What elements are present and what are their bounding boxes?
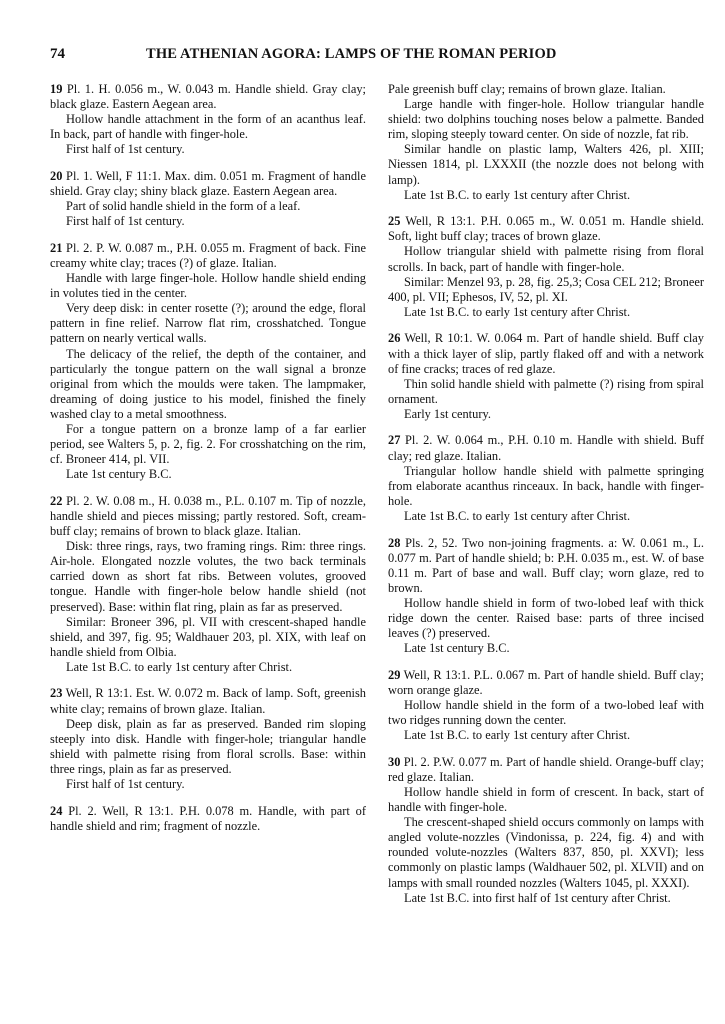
catalog-entry bbox=[50, 82, 366, 157]
entry-paragraph bbox=[388, 641, 704, 656]
entry-paragraph bbox=[388, 331, 704, 376]
entry-text: Large handle with finger-hole. Hollow triangular handle shield: two dolphins touching noses below a palmette. Banded rim, sloping steeply toward center. On side of nozzle, fat rib. bbox=[388, 97, 704, 142]
entry-text: Handle with large finger-hole. Hollow handle shield ending in volutes tied in the center. bbox=[50, 271, 366, 301]
entry-paragraph bbox=[388, 785, 704, 815]
entry-paragraph bbox=[388, 536, 704, 596]
entry-text: Late 1st B.C. into first half of 1st century after Christ. bbox=[404, 890, 671, 905]
entry-paragraph bbox=[50, 112, 366, 142]
entry-paragraph bbox=[50, 241, 366, 271]
page-number: 74 bbox=[50, 46, 65, 62]
entry-text: Hollow triangular shield with palmette rising from floral scrolls. In back, part of handle with finger-hole. bbox=[388, 244, 704, 274]
entry-text: Pl. 2. W. 0.08 m., H. 0.038 m., P.L. 0.107 m. Tip of nozzle, handle shield and pieces missing; partly restored. Soft, cream-buff clay; remains of brown to black glaze. Italian. bbox=[50, 493, 366, 539]
entry-paragraph bbox=[388, 82, 704, 97]
entry-paragraph bbox=[50, 467, 366, 482]
entry-number: 20 bbox=[50, 168, 63, 183]
entry-paragraph bbox=[388, 433, 704, 463]
catalog-entry bbox=[388, 214, 704, 320]
entry-paragraph bbox=[50, 777, 366, 792]
entry-text: Well, R 13:1. P.L. 0.067 m. Part of handle shield. Buff clay; worn orange glaze. bbox=[388, 667, 704, 697]
entry-paragraph bbox=[388, 728, 704, 743]
entry-text: Hollow handle attachment in the form of an acanthus leaf. In back, part of handle with finger-hole. bbox=[50, 112, 366, 142]
catalog-entry bbox=[388, 536, 704, 657]
catalog-entry bbox=[50, 494, 366, 675]
entry-text: Late 1st B.C. to early 1st century after Christ. bbox=[404, 728, 631, 743]
entry-paragraph bbox=[388, 815, 704, 890]
catalog-entry bbox=[388, 82, 704, 203]
catalog-entry bbox=[50, 241, 366, 483]
entry-text: Disk: three rings, rays, two framing rings. Rim: three rings. Air-hole. Elongated nozzle volutes, the two back terminals carried down as short fat ribs. Between volutes, grooved tongue. Handle with finger-hole below handle shield (not preserved). Base: within flat ring, plain as far as preserved. bbox=[50, 539, 366, 614]
entry-text: Well, R 10:1. W. 0.064 m. Part of handle shield. Buff clay with a thick layer of slip, partly flaked off and with a network of fine cracks; traces of red glaze. bbox=[388, 331, 705, 376]
entry-text: Early 1st century. bbox=[404, 406, 491, 421]
entry-paragraph bbox=[388, 668, 704, 698]
entry-number: 29 bbox=[388, 667, 401, 682]
entry-paragraph bbox=[388, 97, 704, 142]
entry-text: Triangular hollow handle shield with palmette springing from elaborate acanthus rinceaux. In back, handle with finger-hole. bbox=[388, 463, 704, 508]
entry-text: Hollow handle shield in the form of a two-lobed leaf with two ridges running down the center. bbox=[388, 697, 704, 728]
entry-text: Similar: Broneer 396, pl. VII with crescent-shaped handle shield, and 397, fig. 95; Waldhauer 203, pl. XIX, with leaf on handle shield from Olbia. bbox=[50, 614, 366, 659]
entry-number: 22 bbox=[50, 493, 63, 508]
entry-text: Pl. 2. Well, R 13:1. P.H. 0.078 m. Handle, with part of handle shield and rim; fragment of nozzle. bbox=[50, 803, 366, 833]
entry-paragraph bbox=[50, 804, 366, 834]
entry-text: The delicacy of the relief, the depth of the container, and particularly the tongue pattern on the wall signal a bronze original from which the moulds were taken. The lampmaker, dreaming of doing justice to his model, finished the finely washed clay to a metal smoothness. bbox=[50, 346, 366, 421]
entry-paragraph bbox=[50, 214, 366, 229]
entry-text: The crescent-shaped shield occurs commonly on lamps with angled volute-nozzles (Vindonissa, p. 224, fig. 4) and with rounded volute-nozzles (Walters 837, 850, pl. XXVI); less commonly on plastic lamps (Waldhauer 502, pl. XLVII) and on lamps with small rounded nozzles (Walters 1045, pl. XXXI). bbox=[388, 815, 704, 890]
catalog-entry bbox=[388, 668, 704, 743]
left-column bbox=[50, 82, 366, 845]
entry-number: 30 bbox=[388, 754, 401, 769]
catalog-entry bbox=[50, 804, 366, 834]
running-title: THE ATHENIAN AGORA: LAMPS OF THE ROMAN PERIOD bbox=[146, 46, 557, 62]
entry-paragraph bbox=[388, 377, 704, 407]
entry-paragraph bbox=[388, 244, 704, 274]
entry-text: Hollow handle shield in form of two-lobed leaf with thick ridge down the center. Raised base: parts of three incised leaves (?) preserved. bbox=[388, 595, 704, 641]
right-column bbox=[388, 82, 704, 917]
entry-text: Late 1st B.C. to early 1st century after Christ. bbox=[66, 659, 293, 674]
entry-text: Similar handle on plastic lamp, Walters 426, pl. XIII; Niessen 1814, pl. LXXXII (the nozzle does not belong with lamp). bbox=[388, 142, 704, 187]
entry-text: Pl. 1. H. 0.056 m., W. 0.043 m. Handle shield. Gray clay; black glaze. Eastern Aegean area. bbox=[50, 82, 366, 112]
entry-paragraph bbox=[50, 686, 366, 716]
entry-paragraph bbox=[50, 717, 366, 777]
entry-paragraph bbox=[388, 509, 704, 524]
entry-paragraph bbox=[50, 169, 366, 199]
catalog-entry bbox=[388, 331, 704, 422]
entry-text: Late 1st B.C. to early 1st century after Christ. bbox=[404, 187, 631, 202]
entry-number: 19 bbox=[50, 82, 63, 96]
entry-paragraph bbox=[50, 301, 366, 346]
entry-text: Well, R 13:1. P.H. 0.065 m., W. 0.051 m. Handle shield. Soft, light buff clay; traces of brown glaze. bbox=[388, 214, 704, 244]
entry-text: Part of solid handle shield in the form of a leaf. bbox=[66, 199, 301, 214]
entry-paragraph bbox=[388, 407, 704, 422]
entry-text: Pl. 2. P. W. 0.087 m., P.H. 0.055 m. Fragment of back. Fine creamy white clay; traces (?) of glaze. Italian. bbox=[50, 240, 366, 270]
entry-number: 23 bbox=[50, 686, 63, 701]
catalog-entry bbox=[388, 755, 704, 906]
entry-paragraph bbox=[50, 660, 366, 675]
entry-paragraph bbox=[50, 422, 366, 467]
entry-number: 24 bbox=[50, 803, 63, 818]
entry-text: First half of 1st century. bbox=[66, 142, 185, 157]
entry-number: 27 bbox=[388, 433, 401, 448]
entry-text: Deep disk, plain as far as preserved. Banded rim sloping steeply into disk. Handle with finger-hole; triangular handle shield with palmette rising from floral scrolls. Base: within three rings, plain as far as preserved. bbox=[50, 716, 366, 776]
entry-text: Late 1st century B.C. bbox=[404, 641, 510, 656]
entry-text: Similar: Menzel 93, p. 28, fig. 25,3; Cosa CEL 212; Broneer 400, pl. VII; Ephesos, IV, 52, pl. XI. bbox=[388, 274, 704, 304]
entry-paragraph bbox=[50, 142, 366, 157]
entry-text: First half of 1st century. bbox=[66, 214, 185, 229]
entry-number: 26 bbox=[388, 331, 401, 346]
entry-paragraph bbox=[50, 494, 366, 539]
entry-paragraph bbox=[50, 347, 366, 422]
entry-paragraph bbox=[388, 464, 704, 509]
entry-paragraph bbox=[50, 539, 366, 614]
entry-paragraph bbox=[388, 755, 704, 785]
entry-paragraph bbox=[388, 275, 704, 305]
entry-text: For a tongue pattern on a bronze lamp of a far earlier period, see Walters 5, p. 2, fig. 2. For crosshatching on the rim, cf. Broneer 414, pl. VII. bbox=[50, 421, 366, 467]
entry-paragraph bbox=[388, 142, 704, 187]
entry-paragraph bbox=[388, 188, 704, 203]
entry-text: Pl. 2. W. 0.064 m., P.H. 0.10 m. Handle with shield. Buff clay; red glaze. Italian. bbox=[388, 433, 704, 463]
entry-text: Late 1st century B.C. bbox=[66, 467, 172, 482]
entry-text: Hollow handle shield in form of crescent. In back, start of handle with finger-hole. bbox=[388, 784, 704, 815]
entry-paragraph bbox=[50, 82, 366, 112]
entry-text: Late 1st B.C. to early 1st century after Christ. bbox=[404, 304, 631, 319]
entry-paragraph bbox=[388, 214, 704, 244]
entry-text: Pl. 1. Well, F 11:1. Max. dim. 0.051 m. Fragment of handle shield. Gray clay; shiny black glaze. Eastern Aegean area. bbox=[50, 168, 366, 199]
entry-text: Pale greenish buff clay; remains of brown glaze. Italian. bbox=[388, 82, 666, 96]
entry-number: 25 bbox=[388, 214, 401, 229]
entry-text: First half of 1st century. bbox=[66, 777, 185, 792]
entry-paragraph bbox=[388, 698, 704, 728]
entry-number: 28 bbox=[388, 535, 401, 550]
entry-paragraph bbox=[50, 199, 366, 214]
entry-text: Very deep disk: in center rosette (?); around the edge, floral pattern in fine relief. Narrow flat rim, crosshatched. Tongue pattern on nearly vertical walls. bbox=[50, 301, 366, 346]
catalog-entry bbox=[50, 169, 366, 229]
entry-paragraph bbox=[388, 305, 704, 320]
entry-paragraph bbox=[50, 271, 366, 301]
entry-text: Well, R 13:1. Est. W. 0.072 m. Back of lamp. Soft, greenish white clay; remains of brown glaze. Italian. bbox=[50, 686, 367, 716]
entry-paragraph bbox=[50, 615, 366, 660]
entry-text: Pl. 2. P.W. 0.077 m. Part of handle shield. Orange-buff clay; red glaze. Italian. bbox=[388, 754, 704, 784]
catalog-entry bbox=[388, 433, 704, 524]
entry-text: Pls. 2, 52. Two non-joining fragments. a: W. 0.061 m., L. 0.077 m. Part of handle shield; b: P.H. 0.035 m., est. W. of base 0.11 m. Part of base and wall. Buff clay; worn glaze, red to brown. bbox=[388, 535, 704, 595]
page-header bbox=[50, 46, 706, 66]
entry-paragraph bbox=[388, 596, 704, 641]
catalog-entry bbox=[50, 686, 366, 792]
entry-paragraph bbox=[388, 891, 704, 906]
entry-number: 21 bbox=[50, 240, 63, 255]
entry-text: Late 1st B.C. to early 1st century after Christ. bbox=[404, 508, 631, 523]
entry-text: Thin solid handle shield with palmette (?) rising from spiral ornament. bbox=[388, 376, 704, 406]
